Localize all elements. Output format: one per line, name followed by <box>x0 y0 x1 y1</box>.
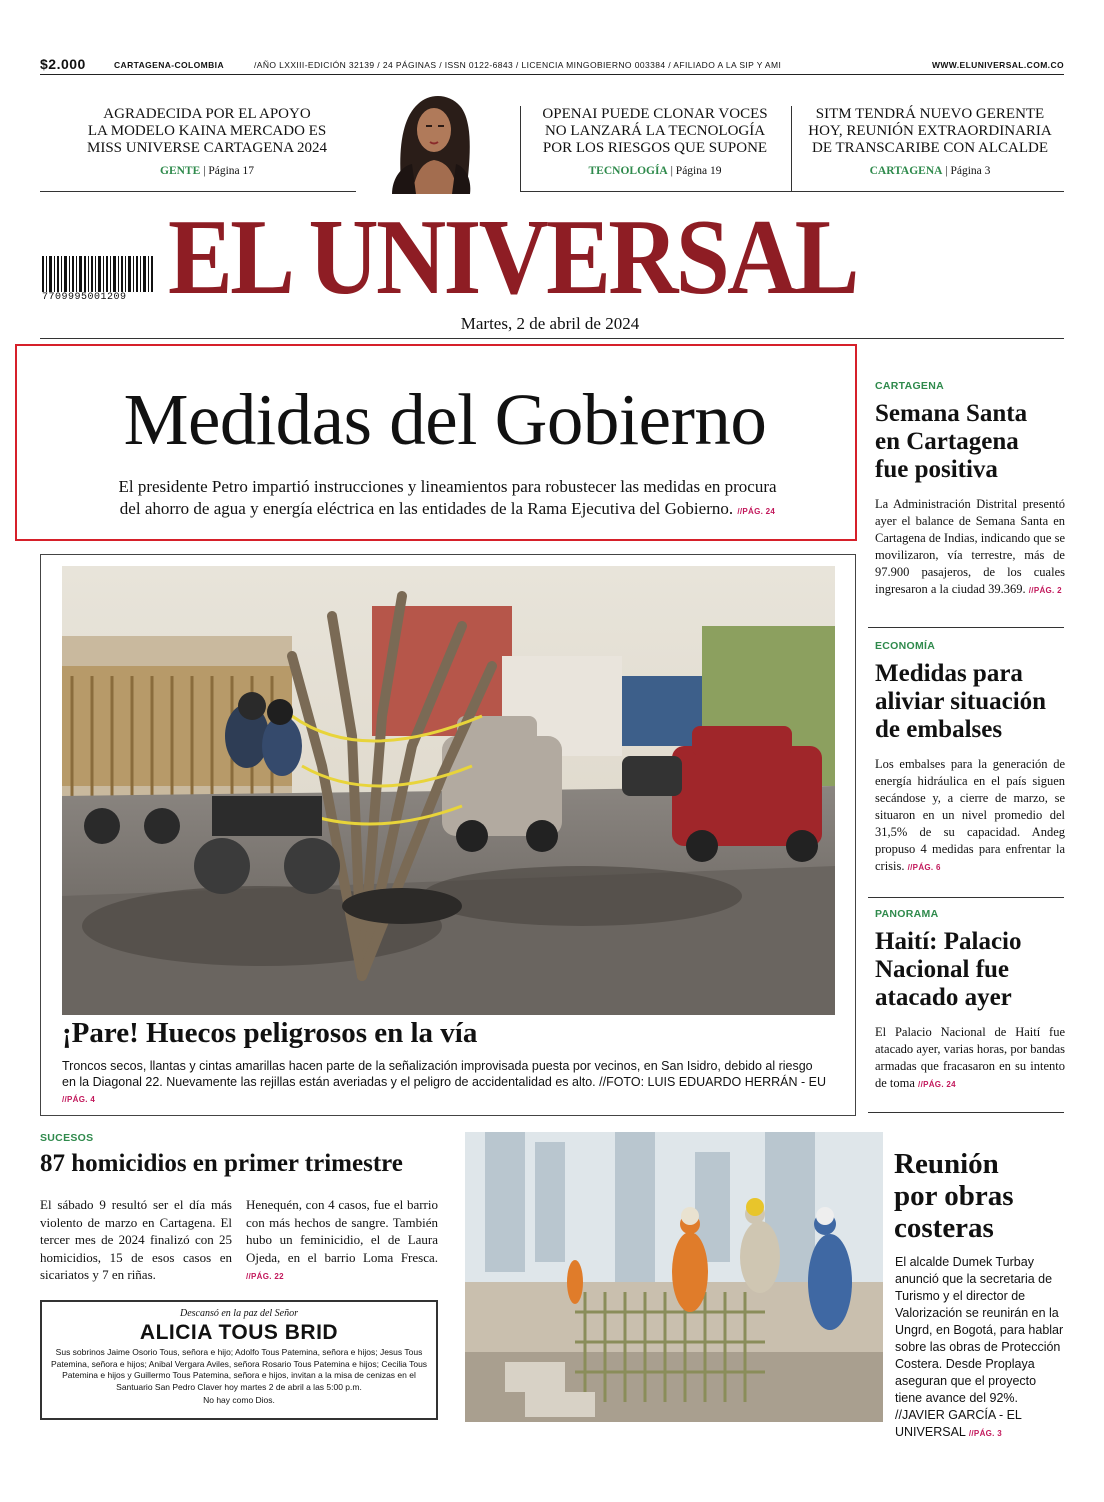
teaser-section: GENTE <box>160 165 201 177</box>
barcode-icon <box>42 256 154 292</box>
teaser-gente[interactable] <box>62 106 352 180</box>
caption-line: Troncos secos, llantas y cintas amarillas hacen parte de la señalización improvisada puesta por vecinos, en San Isidro, debido al riesgo <box>62 1059 813 1073</box>
sucesos-column-1: El sábado 9 resultó ser el día más violento de marzo en Cartagena. El tercer mes de 2024 finalizó con 25 homicidios, 15 de esos casos en sicariatos y 7 en riñas. <box>40 1197 232 1282</box>
reunion-headline[interactable] <box>894 1148 1069 1244</box>
issue-date: Martes, 2 de abril de 2024 <box>460 314 640 333</box>
headline-line: aliviar situación <box>875 688 1047 715</box>
divider <box>868 897 1064 898</box>
teaser-line: NO LANZARÁ LA TECNOLOGÍA <box>544 123 766 139</box>
teaser-line: LA MODELO KAINA MERCADO ES <box>87 123 327 139</box>
caption-line: en la Diagonal 22. Nuevamente las rejillas están averiadas y el peligro de accidentalidad es alto. //FOTO: LUIS EDUARDO HERRÁN - EU <box>62 1075 827 1089</box>
divider <box>40 338 1064 339</box>
photo-caption <box>62 1058 842 1108</box>
teaser-page: | Página 3 <box>945 165 991 177</box>
section-label: PANORAMA <box>875 908 939 920</box>
teaser-line: AGRADECIDA POR EL APOYO <box>103 106 311 122</box>
body-text: El Palacio Nacional de Haití fue atacado ayer, varias horas, por bandas armadas que fracasaron en su intento de toma <box>875 1025 1065 1090</box>
divider <box>40 191 356 192</box>
story-headline <box>875 660 1065 744</box>
obituary-name: ALICIA TOUS BRID <box>139 1321 339 1344</box>
divider <box>868 627 1064 628</box>
headline-line: Reunión <box>894 1148 999 1180</box>
top-info-bar <box>40 56 1064 75</box>
divider <box>520 106 521 192</box>
body-text: Los embalses para la generación de energía hidráulica en el país siguen secándose y, a cierre de marzo, se situaron en un nivel promedio del 31,5% de su capacidad. Andeg propuso 4 medidas para enfrentar la crisis. <box>875 757 1065 873</box>
page-ref[interactable]: //PÁG. 22 <box>246 1272 284 1281</box>
teaser-section: CARTAGENA <box>869 165 943 177</box>
page-ref[interactable]: //PÁG. 6 <box>907 863 941 872</box>
teaser-section: TECNOLOGÍA <box>588 165 668 177</box>
story-body <box>875 756 1065 876</box>
photo-story-title[interactable]: ¡Pare! Huecos peligrosos en la vía <box>62 1017 478 1049</box>
lead-deck <box>40 476 855 523</box>
sidebar-story-panorama[interactable] <box>875 908 1065 1093</box>
lead-headline[interactable]: Medidas del Gobierno <box>123 379 767 460</box>
teaser-line: HOY, REUNIÓN EXTRAORDINARIA <box>808 123 1052 139</box>
obituary-closing: No hay como Dios. <box>203 1395 275 1405</box>
body-text: El alcalde Dumek Turbay anunció que la secretaria de Turismo y el director de Valorización se reunirán en la Ungrd, en Bogotá, para hablar sobre las obras de Protección Costera. Desde Proplaya aseguran que el proyecto tiene avance del 92%. //JAVIER GARCÍA - EL UNIVERSAL <box>895 1255 1064 1439</box>
story-headline <box>875 928 1065 1012</box>
teaser-page: | Página 19 <box>670 165 722 177</box>
teaser-line: MISS UNIVERSE CARTAGENA 2024 <box>87 140 327 156</box>
deck-line: del ahorro de agua y energía eléctrica en las entidades de la Rama Ejecutiva del Gobierno. <box>119 499 734 518</box>
reunion-body <box>895 1254 1065 1442</box>
divider <box>868 1112 1064 1113</box>
headline-line: fue positiva <box>875 456 998 483</box>
teaser-line: OPENAI PUEDE CLONAR VOCES <box>542 106 768 122</box>
body-text: La Administración Distrital presentó ayer el balance de Semana Santa en Cartagena de Indias, indicando que se movilizaron, vía terrestre, más de 97.900 pasajeros, de los cuales ingresaron a la ciudad 39.369. <box>875 497 1065 596</box>
sucesos-column-2 <box>246 1196 438 1286</box>
headline-line: Medidas para <box>875 660 1023 687</box>
page-ref[interactable]: //PÁG. 2 <box>1028 586 1062 595</box>
headline-line: de embalses <box>875 716 1003 743</box>
sidebar-story-economia[interactable] <box>875 640 1065 876</box>
story-headline <box>875 400 1065 484</box>
teaser-cartagena[interactable] <box>796 106 1064 180</box>
page-ref[interactable]: //PÁG. 24 <box>918 1080 956 1089</box>
deck-line: El presidente Petro impartió instrucciones y lineamientos para robustecer las medidas en procura <box>118 477 777 496</box>
divider <box>791 106 792 192</box>
body-text: Henequén, con 4 casos, fue el barrio con más hechos de sangre. También hubo un feminicidio, el de Laura Ojeda, en el barrio Loma Fresca. <box>246 1197 438 1265</box>
story-body <box>875 496 1065 599</box>
teaser-line: SITM TENDRÁ NUEVO GERENTE <box>815 106 1045 122</box>
masthead-title: EL UNIVERSAL <box>168 198 857 317</box>
price: $2.000 <box>40 56 86 72</box>
headline-line: por obras <box>894 1180 1014 1212</box>
edition-info: /AÑO LXXIII-EDICIÓN 32139 / 24 PÁGINAS / ISSN 0122-6843 / LICENCIA MINGOBIERNO 003384 / AFILIADO A LA SIP Y AMI <box>254 60 782 70</box>
headline-line: Haití: Palacio <box>875 928 1022 955</box>
section-label: ECONOMÍA <box>875 640 936 652</box>
teaser-line: POR LOS RIESGOS QUE SUPONE <box>542 140 768 156</box>
page-ref[interactable]: //PÁG. 4 <box>62 1095 96 1104</box>
teaser-tecnologia[interactable] <box>526 106 784 180</box>
headline-line: Semana Santa <box>875 400 1028 427</box>
street-potholes-photo <box>62 566 835 1015</box>
story-body <box>875 1024 1065 1093</box>
headline-line: costeras <box>894 1212 994 1244</box>
headline-line: atacado ayer <box>875 984 1012 1011</box>
section-label: CARTAGENA <box>875 380 945 392</box>
obituary-intro: Descansó en la paz del Señor <box>179 1308 299 1319</box>
coastal-works-photo <box>465 1132 883 1422</box>
obituary-notice <box>40 1300 438 1420</box>
city-label: CARTAGENA-COLOMBIA <box>114 60 224 70</box>
section-label: SUCESOS <box>40 1132 94 1144</box>
page-ref[interactable]: //PÁG. 3 <box>968 1429 1002 1438</box>
teaser-page: | Página 17 <box>203 165 254 177</box>
divider <box>520 191 1064 192</box>
barcode-number: 7709995001209 <box>42 292 127 303</box>
teaser-line: DE TRANSCARIBE CON ALCALDE <box>812 140 1048 156</box>
headline-line: Nacional fue <box>875 956 1010 983</box>
sidebar-story-cartagena[interactable] <box>875 380 1065 599</box>
website-link[interactable]: WWW.ELUNIVERSAL.COM.CO <box>931 60 1064 70</box>
headline-line: en Cartagena <box>875 428 1019 455</box>
page-ref[interactable]: //PÁG. 24 <box>737 507 776 516</box>
sucesos-headline[interactable]: 87 homicidios en primer trimestre <box>40 1150 403 1177</box>
obituary-text: Sus sobrinos Jaime Osorio Tous, señora e hijo; Adolfo Tous Patemina, señora e hijos; Jesus Tous Patemina, señora e hijos; Anibal Vergara Aviles, señora Rosario Tous Patemina e hijos; Cecilia Tous Patemina e hijos y Guillermo Tous Patemina, señora e hijos, invitan a la misa de cenizas en el Santuario San Pedro Claver hoy martes 2 de abril a las 5:00 p.m. <box>50 1347 428 1392</box>
model-portrait-photo <box>372 86 492 194</box>
